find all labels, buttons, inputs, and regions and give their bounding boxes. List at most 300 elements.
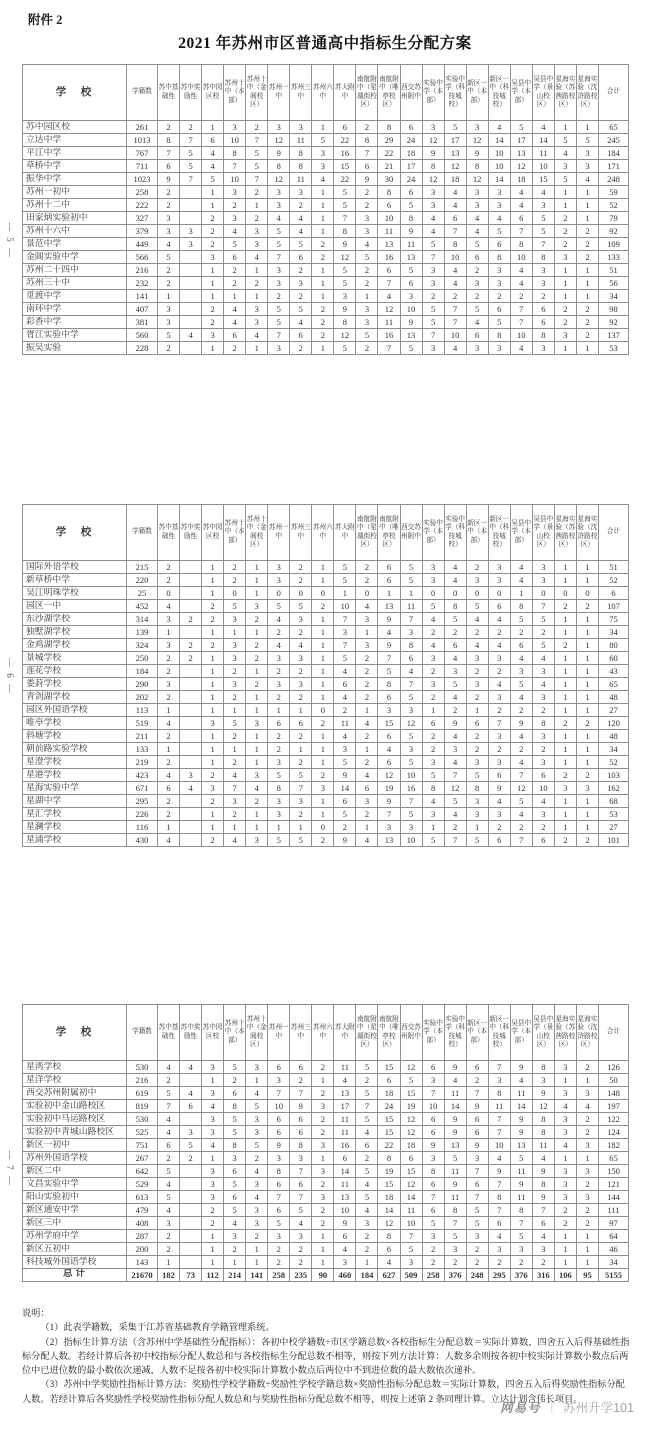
value-cell: 3 [180,1126,202,1139]
value-cell: 27 [599,821,629,834]
note-item-3: （3）苏州中学奖励性指标计算方法：奖励性学校学籍数÷奖励性学校学籍总数×奖励性指标分配总数＝实际计算数，四舍五入后得奖励性指标分配人数。若经计算后各奖励性学校奖励性指标分配人数总和与奖励性指标分配总数不相等，则按上述第 2 条同理计算。立达计划含伟长项目。 [22,1379,625,1404]
value-cell: 3 [488,342,510,355]
table-row [23,1269,629,1282]
column-header: 学籍数 [127,1005,158,1061]
value-cell: 4 [422,795,444,808]
value-cell: 7 [488,1113,510,1126]
value-cell: 1 [202,574,224,587]
value-cell: 1 [554,264,576,277]
value-cell: 2 [356,756,378,769]
column-header: 星海实验（苏茜路校区） [554,505,576,561]
school-name-cell: 莲花学校 [23,665,127,678]
value-cell: 2 [224,691,246,704]
netease-watermark [500,1398,634,1416]
value-cell: 5 [312,134,334,147]
value-cell: 1 [290,743,312,756]
value-cell: 7 [532,600,554,613]
value-cell: 3 [400,704,422,717]
value-cell: 8 [378,186,400,199]
value-cell: 408 [127,1217,158,1230]
value-cell: 4 [444,730,466,743]
value-cell: 7 [356,1100,378,1113]
value-cell: 2 [202,303,224,316]
value-cell: 1 [554,199,576,212]
value-cell: 15 [378,717,400,730]
column-header: 苏州一中 [268,1005,290,1061]
value-cell: 5 [400,561,422,574]
value-cell [180,1243,202,1256]
value-cell: 2 [576,316,598,329]
value-cell: 7 [444,316,466,329]
value-cell: 34 [599,290,629,303]
value-cell: 8 [466,160,488,173]
value-cell: 12 [400,1126,422,1139]
column-header: 苏大附中 [334,1005,356,1061]
school-name-cell: 文昌实验中学 [23,1178,127,1191]
column-header: 新区一中（科技城校） [488,1005,510,1061]
value-cell: 2 [312,329,334,342]
value-cell: 18 [444,173,466,186]
value-cell: 3 [466,121,488,134]
value-cell: 2 [466,561,488,574]
value-cell: 0 [158,587,180,600]
value-cell: 103 [599,769,629,782]
value-cell: 1 [576,199,598,212]
school-name-cell: 苏中园区校 [23,121,127,134]
value-cell: 7 [400,795,422,808]
value-cell: 12 [378,769,400,782]
value-cell: 2 [246,795,268,808]
table-1-header [23,65,629,121]
value-cell: 12 [400,1061,422,1074]
value-cell: 6 [290,251,312,264]
value-cell: 2 [488,743,510,756]
value-cell: 4 [532,795,554,808]
school-name-cell: 总计 [23,1269,127,1282]
value-cell: 6 [444,639,466,652]
value-cell [180,251,202,264]
value-cell: 3 [422,199,444,212]
value-cell: 613 [127,1191,158,1204]
value-cell: 2 [488,704,510,717]
column-header: 南航附中（唯亭校区） [378,1005,400,1061]
value-cell: 133 [599,251,629,264]
value-cell [180,795,202,808]
value-cell: 11 [444,1087,466,1100]
value-cell: 6 [268,717,290,730]
value-cell: 2 [510,743,532,756]
value-cell: 1 [202,264,224,277]
value-cell: 1 [554,290,576,303]
value-cell: 3 [488,264,510,277]
value-cell: 3 [356,303,378,316]
value-cell: 6 [378,691,400,704]
value-cell: 60 [599,652,629,665]
value-cell: 8 [488,329,510,342]
table-row [23,329,629,342]
column-header: 吴县中学（景山校区） [532,1005,554,1061]
value-cell: 2 [224,561,246,574]
value-cell: 15 [378,1061,400,1074]
value-cell: 48 [599,691,629,704]
value-cell: 3 [268,186,290,199]
column-header: 南航附中（星湖街校区） [356,505,378,561]
value-cell: 7 [180,173,202,186]
value-cell: 3 [290,277,312,290]
value-cell: 1 [356,626,378,639]
value-cell: 4 [466,639,488,652]
value-cell: 3 [246,1061,268,1074]
value-cell: 3 [268,1230,290,1243]
value-cell: 7 [510,834,532,847]
school-name-cell: 吴江明珠学校 [23,587,127,600]
value-cell: 3 [510,1243,532,1256]
value-cell: 3 [158,303,180,316]
value-cell: 1 [554,277,576,290]
column-header: 学 校 [23,505,127,561]
value-cell: 222 [127,199,158,212]
value-cell: 1 [202,1256,224,1269]
value-cell: 3 [356,795,378,808]
value-cell: 12 [422,173,444,186]
table-row [23,303,629,316]
value-cell: 2 [180,652,202,665]
value-cell: 10 [224,173,246,186]
value-cell: 1 [202,342,224,355]
value-cell: 6 [378,574,400,587]
value-cell: 3 [488,691,510,704]
value-cell: 1 [554,626,576,639]
value-cell: 3 [202,329,224,342]
value-cell: 1 [356,290,378,303]
value-cell: 3 [378,704,400,717]
table-row [23,186,629,199]
value-cell [180,730,202,743]
value-cell: 12 [378,303,400,316]
value-cell: 65 [599,678,629,691]
table-row [23,743,629,756]
value-cell: 5 [246,147,268,160]
table-row [23,1204,629,1217]
value-cell: 2 [554,316,576,329]
value-cell: 9 [466,147,488,160]
value-cell: 3 [202,1191,224,1204]
value-cell: 5 [422,769,444,782]
column-header: 苏大附中 [334,65,356,121]
value-cell: 2 [290,756,312,769]
value-cell: 1 [224,704,246,717]
value-cell: 2 [532,290,554,303]
value-cell: 6 [290,1061,312,1074]
value-cell [180,717,202,730]
value-cell: 2 [158,574,180,587]
column-header: 南航附中（唯亭校区） [378,65,400,121]
value-cell: 13 [378,238,400,251]
page-title: 2021 年苏州市区普通高中指标生分配方案 [178,35,472,52]
value-cell: 3 [224,795,246,808]
value-cell: 1 [312,743,334,756]
value-cell: 6 [488,303,510,316]
value-cell: 11 [378,316,400,329]
value-cell: 2 [356,665,378,678]
value-cell: 10 [400,834,422,847]
value-cell: 9 [422,147,444,160]
value-cell: 2 [224,264,246,277]
value-cell: 6 [488,1217,510,1230]
value-cell: 2 [356,186,378,199]
value-cell: 379 [127,225,158,238]
value-cell: 2 [224,342,246,355]
value-cell: 2 [224,665,246,678]
value-cell: 10 [488,1139,510,1152]
value-cell: 1 [312,795,334,808]
value-cell: 5 [466,834,488,847]
value-cell: 15 [532,173,554,186]
value-cell: 52 [599,756,629,769]
value-cell: 13 [334,1191,356,1204]
value-cell: 10 [444,329,466,342]
value-cell: 4 [158,1061,180,1074]
value-cell: 14 [378,1204,400,1217]
value-cell: 1 [576,808,598,821]
value-cell: 3 [422,264,444,277]
value-cell: 9 [378,795,400,808]
value-cell: 479 [127,1204,158,1217]
note-item-2: （2）指标生计算方法（含苏州中学基础性分配指标）：各初中校学籍数÷市区学籍总数×各校指标生分配总数＝实际计算数，四舍五入后得基础性指标分配人数。若经计算后各初中校指标分配人数总和与各校指标生分配总数不相等，则按下列方法计算：人数多余则按各初中校实际计算数小数点后两位中已进位数的最小数依次递减，人数不足按各初中校实际计算数小数点后两位中不到进位数的最大数依次递补。 [22,1336,630,1375]
value-cell [180,277,202,290]
value-cell: 7 [532,1204,554,1217]
table-row [23,212,629,225]
column-header: 实验中学（本部） [422,1005,444,1061]
value-cell: 5 [290,1204,312,1217]
value-cell: 90 [312,1269,334,1282]
value-cell: 6 [224,1165,246,1178]
value-cell: 1 [224,821,246,834]
value-cell: 0 [312,587,334,600]
value-cell: 1 [312,186,334,199]
value-cell: 2 [312,1087,334,1100]
value-cell: 3 [290,1230,312,1243]
value-cell: 4 [532,1230,554,1243]
value-cell: 11 [400,238,422,251]
value-cell: 12 [422,134,444,147]
value-cell: 2 [510,1256,532,1269]
value-cell: 1 [576,691,598,704]
value-cell [180,587,202,600]
value-cell: 1 [576,665,598,678]
column-header: 南航附中（星湖街校区） [356,65,378,121]
value-cell: 10 [268,1100,290,1113]
value-cell: 1 [312,342,334,355]
value-cell: 1 [202,1230,224,1243]
value-cell: 211 [127,730,158,743]
value-cell: 5 [268,769,290,782]
value-cell: 2 [466,691,488,704]
value-cell: 34 [599,743,629,756]
value-cell [180,756,202,769]
value-cell: 9 [334,238,356,251]
value-cell: 711 [127,160,158,173]
value-cell: 1 [312,756,334,769]
column-header: 苏中奖励性 [180,65,202,121]
value-cell: 2 [554,1217,576,1230]
value-cell: 7 [422,1191,444,1204]
value-cell: 4 [180,1061,202,1074]
value-cell: 3 [422,808,444,821]
value-cell: 2 [444,626,466,639]
school-name-cell: 苏州三十中 [23,277,127,290]
value-cell: 3 [268,652,290,665]
school-name-cell: 新区五初中 [23,1243,127,1256]
school-name-cell: 彩香中学 [23,316,127,329]
value-cell: 3 [312,1139,334,1152]
value-cell: 3 [466,1152,488,1165]
allocation-table-3 [22,1004,629,1282]
value-cell: 5 [268,238,290,251]
value-cell: 141 [127,290,158,303]
value-cell: 2 [356,730,378,743]
value-cell: 3 [400,1256,422,1269]
value-cell: 2 [290,264,312,277]
value-cell: 3 [422,574,444,587]
value-cell: 5 [246,1100,268,1113]
school-name-cell: 实验初中青城山路校区 [23,1126,127,1139]
value-cell: 2 [444,290,466,303]
value-cell: 12 [444,782,466,795]
value-cell: 18 [378,1191,400,1204]
value-cell: 8 [444,238,466,251]
value-cell: 6 [400,121,422,134]
value-cell: 2 [312,303,334,316]
value-cell: 12 [466,134,488,147]
value-cell: 9 [400,316,422,329]
value-cell: 3 [532,691,554,704]
value-cell: 5 [400,342,422,355]
value-cell: 3 [224,652,246,665]
value-cell: 2 [576,1061,598,1074]
value-cell: 1 [312,574,334,587]
value-cell: 1 [246,821,268,834]
value-cell: 2 [202,238,224,251]
value-cell: 1 [576,561,598,574]
value-cell: 8 [378,678,400,691]
value-cell: 48 [599,730,629,743]
value-cell: 4 [246,329,268,342]
column-header: 新区一中（科技城校） [488,505,510,561]
value-cell: 8 [334,225,356,238]
value-cell: 1 [554,795,576,808]
value-cell: 5 [224,1113,246,1126]
value-cell: 6 [334,1230,356,1243]
value-cell: 3 [422,652,444,665]
value-cell: 6 [224,251,246,264]
value-cell: 3 [290,121,312,134]
value-cell: 2 [268,743,290,756]
value-cell: 5 [158,1165,180,1178]
value-cell: 1 [246,743,268,756]
value-cell: 4 [334,1243,356,1256]
value-cell: 1 [202,587,224,600]
value-cell: 3 [488,652,510,665]
value-cell: 5 [466,238,488,251]
value-cell: 4 [510,730,532,743]
value-cell: 6 [378,756,400,769]
value-cell: 4 [488,678,510,691]
value-cell: 50 [599,1074,629,1087]
table-row [23,134,629,147]
value-cell: 2 [510,821,532,834]
value-cell: 3 [422,678,444,691]
value-cell: 2 [246,186,268,199]
value-cell: 2 [576,1178,598,1191]
value-cell: 3 [488,574,510,587]
value-cell: 2 [554,1204,576,1217]
value-cell: 8 [532,1178,554,1191]
value-cell: 3 [224,121,246,134]
value-cell: 4 [356,717,378,730]
value-cell: 3 [268,574,290,587]
value-cell: 0 [576,587,598,600]
value-cell: 9 [510,1126,532,1139]
value-cell: 29 [378,134,400,147]
value-cell: 5 [444,613,466,626]
value-cell: 8 [268,782,290,795]
value-cell: 4 [224,769,246,782]
table-row [23,1061,629,1074]
value-cell: 1 [554,1152,576,1165]
value-cell: 3 [268,808,290,821]
value-cell: 6 [202,134,224,147]
value-cell: 4 [158,600,180,613]
value-cell: 287 [127,1230,158,1243]
value-cell: 73 [180,1269,202,1282]
value-cell: 19 [378,782,400,795]
value-cell: 1 [576,652,598,665]
value-cell: 9 [444,1061,466,1074]
value-cell: 2 [158,795,180,808]
value-cell: 16 [378,251,400,264]
value-cell: 15 [378,1126,400,1139]
value-cell: 2 [422,665,444,678]
value-cell: 5 [334,342,356,355]
value-cell: 2 [290,665,312,678]
value-cell: 15 [400,1087,422,1100]
value-cell: 1 [312,212,334,225]
school-name-cell: 星港学校 [23,769,127,782]
value-cell: 5 [466,303,488,316]
value-cell: 376 [510,1269,532,1282]
value-cell: 2 [290,1243,312,1256]
value-cell: 12 [400,1113,422,1126]
value-cell: 10 [532,782,554,795]
value-cell: 6 [422,1113,444,1126]
value-cell: 141 [246,1269,268,1282]
value-cell: 3 [312,1100,334,1113]
value-cell: 290 [127,678,158,691]
value-cell: 1 [554,1243,576,1256]
value-cell: 1 [246,561,268,574]
value-cell: 1 [202,199,224,212]
value-cell: 5 [532,613,554,626]
value-cell: 1 [576,212,598,225]
value-cell: 5 [356,1087,378,1100]
value-cell: 16 [378,329,400,342]
value-cell: 6 [290,1178,312,1191]
value-cell: 2 [488,821,510,834]
table-row [23,769,629,782]
value-cell: 751 [127,1139,158,1152]
value-cell: 6 [268,1061,290,1074]
